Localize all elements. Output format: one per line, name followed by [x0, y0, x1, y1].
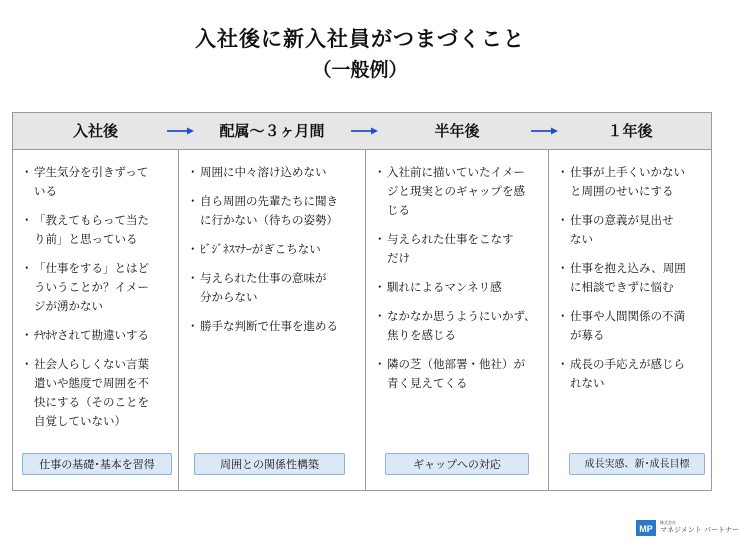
bullet-mark: ・	[557, 357, 569, 371]
list-item-line: 馴れによるマンネリ感	[387, 280, 502, 294]
bullet-mark: ・	[187, 194, 199, 208]
bullet-mark: ・	[21, 261, 33, 275]
bullet-mark: ・	[557, 261, 569, 275]
bullet-mark: ・	[557, 165, 569, 179]
column-header-2: 配属～３ヶ月間	[219, 122, 325, 140]
column-header-4: １年後	[607, 122, 653, 140]
list-item-line: れない	[570, 376, 605, 390]
list-item-line: 与えられた仕事をこなす	[387, 232, 514, 246]
logo-text: マネジメント パートナー	[660, 526, 739, 534]
list-item-line: と周囲のせいにする	[570, 184, 674, 198]
column-header-1: 入社後	[72, 122, 118, 140]
arrow-right-icon	[167, 126, 195, 136]
logo-small-text: 株式会社	[660, 520, 676, 525]
list-item-line: に相談できずに悩む	[570, 280, 674, 294]
bullet-mark: ・	[374, 309, 386, 323]
list-item	[374, 163, 546, 220]
list-item-line: 焦りを感じる	[387, 328, 456, 342]
bullet-mark: ・	[557, 309, 569, 323]
list-item-line: 仕事の意義が見出せ	[570, 213, 674, 227]
list-item-line: ういうことか？イメー	[34, 280, 149, 294]
bullet-mark: ・	[374, 357, 386, 371]
column-divider	[548, 149, 549, 490]
column-body-4	[557, 163, 707, 403]
list-item	[187, 269, 363, 307]
bullet-mark: ・	[187, 319, 199, 333]
list-item	[21, 163, 173, 201]
list-item	[187, 163, 363, 182]
column-divider	[365, 149, 366, 490]
list-item-line: ジと現実とのギャップを感	[387, 184, 525, 198]
list-item-line: 仕事や人間関係の不満	[570, 309, 685, 323]
list-item-line: 社会人らしくない言葉	[34, 357, 149, 371]
logo-mark-icon	[636, 520, 656, 536]
list-item-line: ない	[570, 232, 593, 246]
bullet-mark: ・	[374, 232, 386, 246]
list-item-line: 仕事が上手くいかない	[570, 165, 685, 179]
list-item	[374, 307, 546, 345]
list-item-line: 「教えてもらって当た	[34, 213, 149, 227]
list-item-line: 快にする（そのことを	[34, 395, 149, 409]
list-item	[557, 307, 707, 345]
list-item-line: だけ	[387, 251, 410, 265]
list-item-line: なかなか思うようにいかず、	[387, 309, 536, 323]
list-item-line: いる	[34, 184, 57, 198]
column-body-2	[187, 163, 363, 346]
list-item	[21, 259, 173, 316]
list-item	[21, 326, 173, 345]
list-item	[187, 317, 363, 336]
list-item-line: 周囲に中々溶け込めない	[200, 165, 327, 179]
list-item-line: じる	[387, 203, 410, 217]
list-item	[557, 163, 707, 201]
bullet-mark: ・	[187, 242, 199, 256]
bullet-mark: ・	[21, 165, 33, 179]
list-item-line: り前」と思っている	[34, 232, 138, 246]
header-row	[13, 113, 711, 150]
list-item-line: 隣の芝（他部署・他社）が	[387, 357, 525, 371]
column-header-3: 半年後	[434, 122, 480, 140]
list-item-line: 学生気分を引きずって	[34, 165, 149, 179]
list-item	[21, 211, 173, 249]
list-item-line: 入社前に描いていたイメー	[387, 165, 525, 179]
bullet-mark: ・	[187, 271, 199, 285]
arrow-right-icon	[351, 126, 379, 136]
bullet-mark: ・	[187, 165, 199, 179]
list-item-line: ﾋﾞｼﾞﾈｽﾏﾅｰがぎこちない	[200, 242, 321, 256]
list-item-line: が募る	[570, 328, 605, 342]
list-item-line: 勝手な判断で仕事を進める	[200, 319, 338, 333]
list-item-line: 自ら周囲の先輩たちに聞き	[200, 194, 338, 208]
page-subtitle: （一般例）	[312, 59, 408, 81]
list-item	[557, 211, 707, 249]
bullet-mark: ・	[557, 213, 569, 227]
list-item-line: 与えられた仕事の意味が	[200, 271, 327, 285]
list-item	[187, 192, 363, 230]
list-item-line: 遣いや態度で周囲を不	[34, 376, 149, 390]
list-item	[374, 278, 546, 297]
list-item	[374, 355, 546, 393]
list-item-line: 仕事を抱え込み、周囲	[570, 261, 686, 275]
list-item-line: 「仕事をする」とはど	[34, 261, 149, 275]
page-title: 入社後に新入社員がつまづくこと	[195, 27, 525, 51]
list-item-line: 成長の手応えが感じら	[570, 357, 685, 371]
arrow-right-icon	[531, 126, 559, 136]
bullet-mark: ・	[21, 328, 33, 342]
list-item	[557, 355, 707, 393]
company-logo	[636, 520, 739, 538]
column-divider	[178, 149, 179, 490]
bullet-mark: ・	[374, 280, 386, 294]
bullet-mark: ・	[21, 213, 33, 227]
logo-mark-text: MP	[639, 524, 653, 534]
summary-box-2: 周囲との関係性構築	[194, 453, 345, 475]
list-item-line: 分からない	[200, 290, 258, 304]
list-item	[374, 230, 546, 268]
summary-box-3: ギャップへの対応	[385, 453, 529, 475]
list-item	[187, 240, 363, 259]
bullet-mark: ・	[374, 165, 386, 179]
column-body-3	[374, 163, 546, 403]
summary-box-4: 成長実感、新･成長目標	[569, 453, 705, 475]
stage-table	[12, 112, 712, 491]
list-item-line: ジが湧かない	[34, 299, 103, 313]
list-item-line: 自覚していない）	[34, 414, 126, 428]
bullet-mark: ・	[21, 357, 33, 371]
list-item	[21, 355, 173, 431]
list-item	[557, 259, 707, 297]
list-item-line: 青く見えてくる	[387, 376, 468, 390]
list-item-line: に行かない（待ちの姿勢）	[200, 213, 338, 227]
summary-box-1: 仕事の基礎･基本を習得	[22, 453, 172, 475]
column-body-1	[21, 163, 173, 441]
list-item-line: ﾁﾔﾎﾔされて勘違いする	[34, 328, 149, 342]
